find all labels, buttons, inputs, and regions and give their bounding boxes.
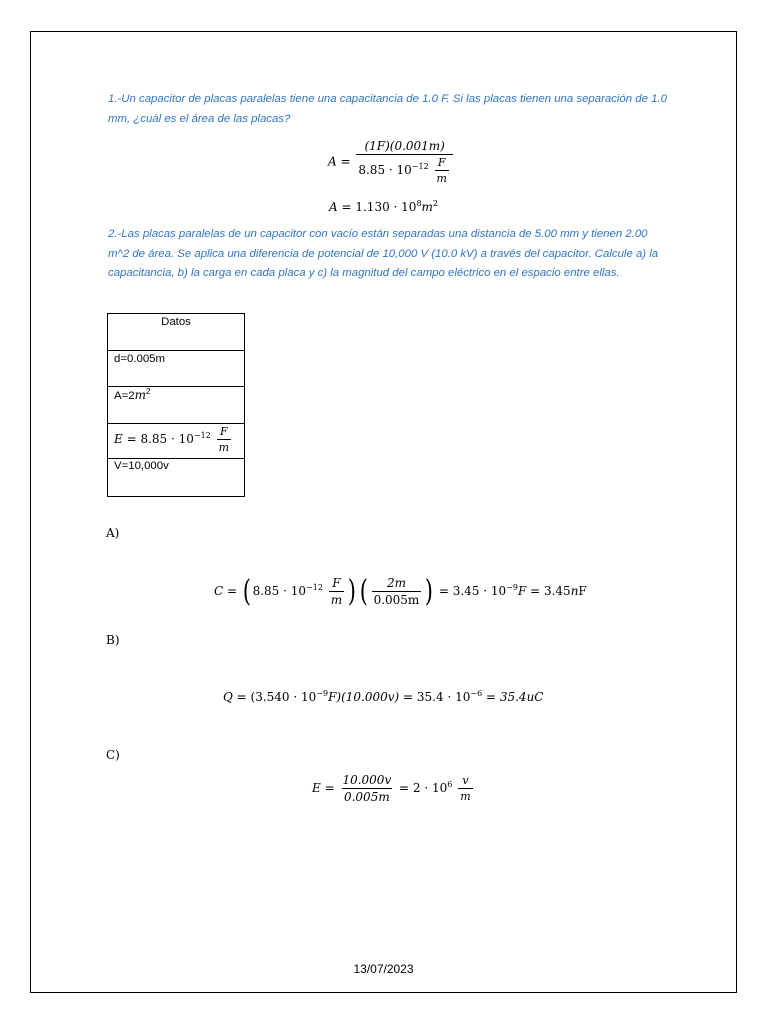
problem-1-text: 1.-Un capacitor de placas paralelas tiene una capacitancia de 1.0 F. Si las placas tienen una separación de 1.0 mm, ¿cuál es el área de las placas? (108, 93, 667, 125)
datos-header: Datos (108, 314, 245, 351)
datos-table (107, 313, 245, 497)
part-c-label: C) (106, 748, 120, 762)
equation-field: E = $\frac{10.000v}{0.005m}$ = $2 \cdot 10^6$ $\frac{v}{m}$ (312, 773, 471, 804)
equation-area-formula: A = (1F)(0.001m) $8.85 \cdot 10^{-12}$ $\frac{F}{m}$ (328, 139, 455, 185)
datos-row-e: $E = 8.85 \cdot 10^{-12}$ $\frac{F}{m}$ (108, 424, 245, 459)
footer-date: 13/07/2023 (353, 962, 414, 976)
equation-capacitance: C = ( $8.85 \cdot 10^{-12}$ $\frac{F}{m}$ ) ( $\frac{2m}{0.005m}$ ) = $3.45 \cdot 10^{-9}F = 3.45nF$ (214, 573, 587, 609)
equation-charge: $Q = (3.540 \cdot 10^{-9}F)(10.000v) = 35.4 \cdot 10^{-6} = 35.4uC$ (223, 689, 544, 704)
datos-row-a: $A=2m^2$ (108, 387, 245, 424)
problem-2-text: 2.-Las placas paralelas de un capacitor con vacío están separadas una distancia de 5.00 mm y tienen 2.00 m^2 de área. Se aplica una diferencia de potencial de 10,000 V (10.0 kV) a través del capacitor. Calcule a) la capacitancia, b) la carga en cada placa y c) la magnitud del campo eléctrico en el espacio entre ellas. (108, 228, 659, 279)
part-b-label: B) (106, 633, 120, 647)
document-page (30, 31, 737, 993)
datos-row-v: V=10,000v (108, 459, 245, 497)
part-a-label: A) (106, 526, 120, 540)
equation-area-result: $A = 1.130 \cdot 10^8m^2$ (329, 199, 439, 214)
datos-row-d: d=0.005m (108, 351, 245, 387)
